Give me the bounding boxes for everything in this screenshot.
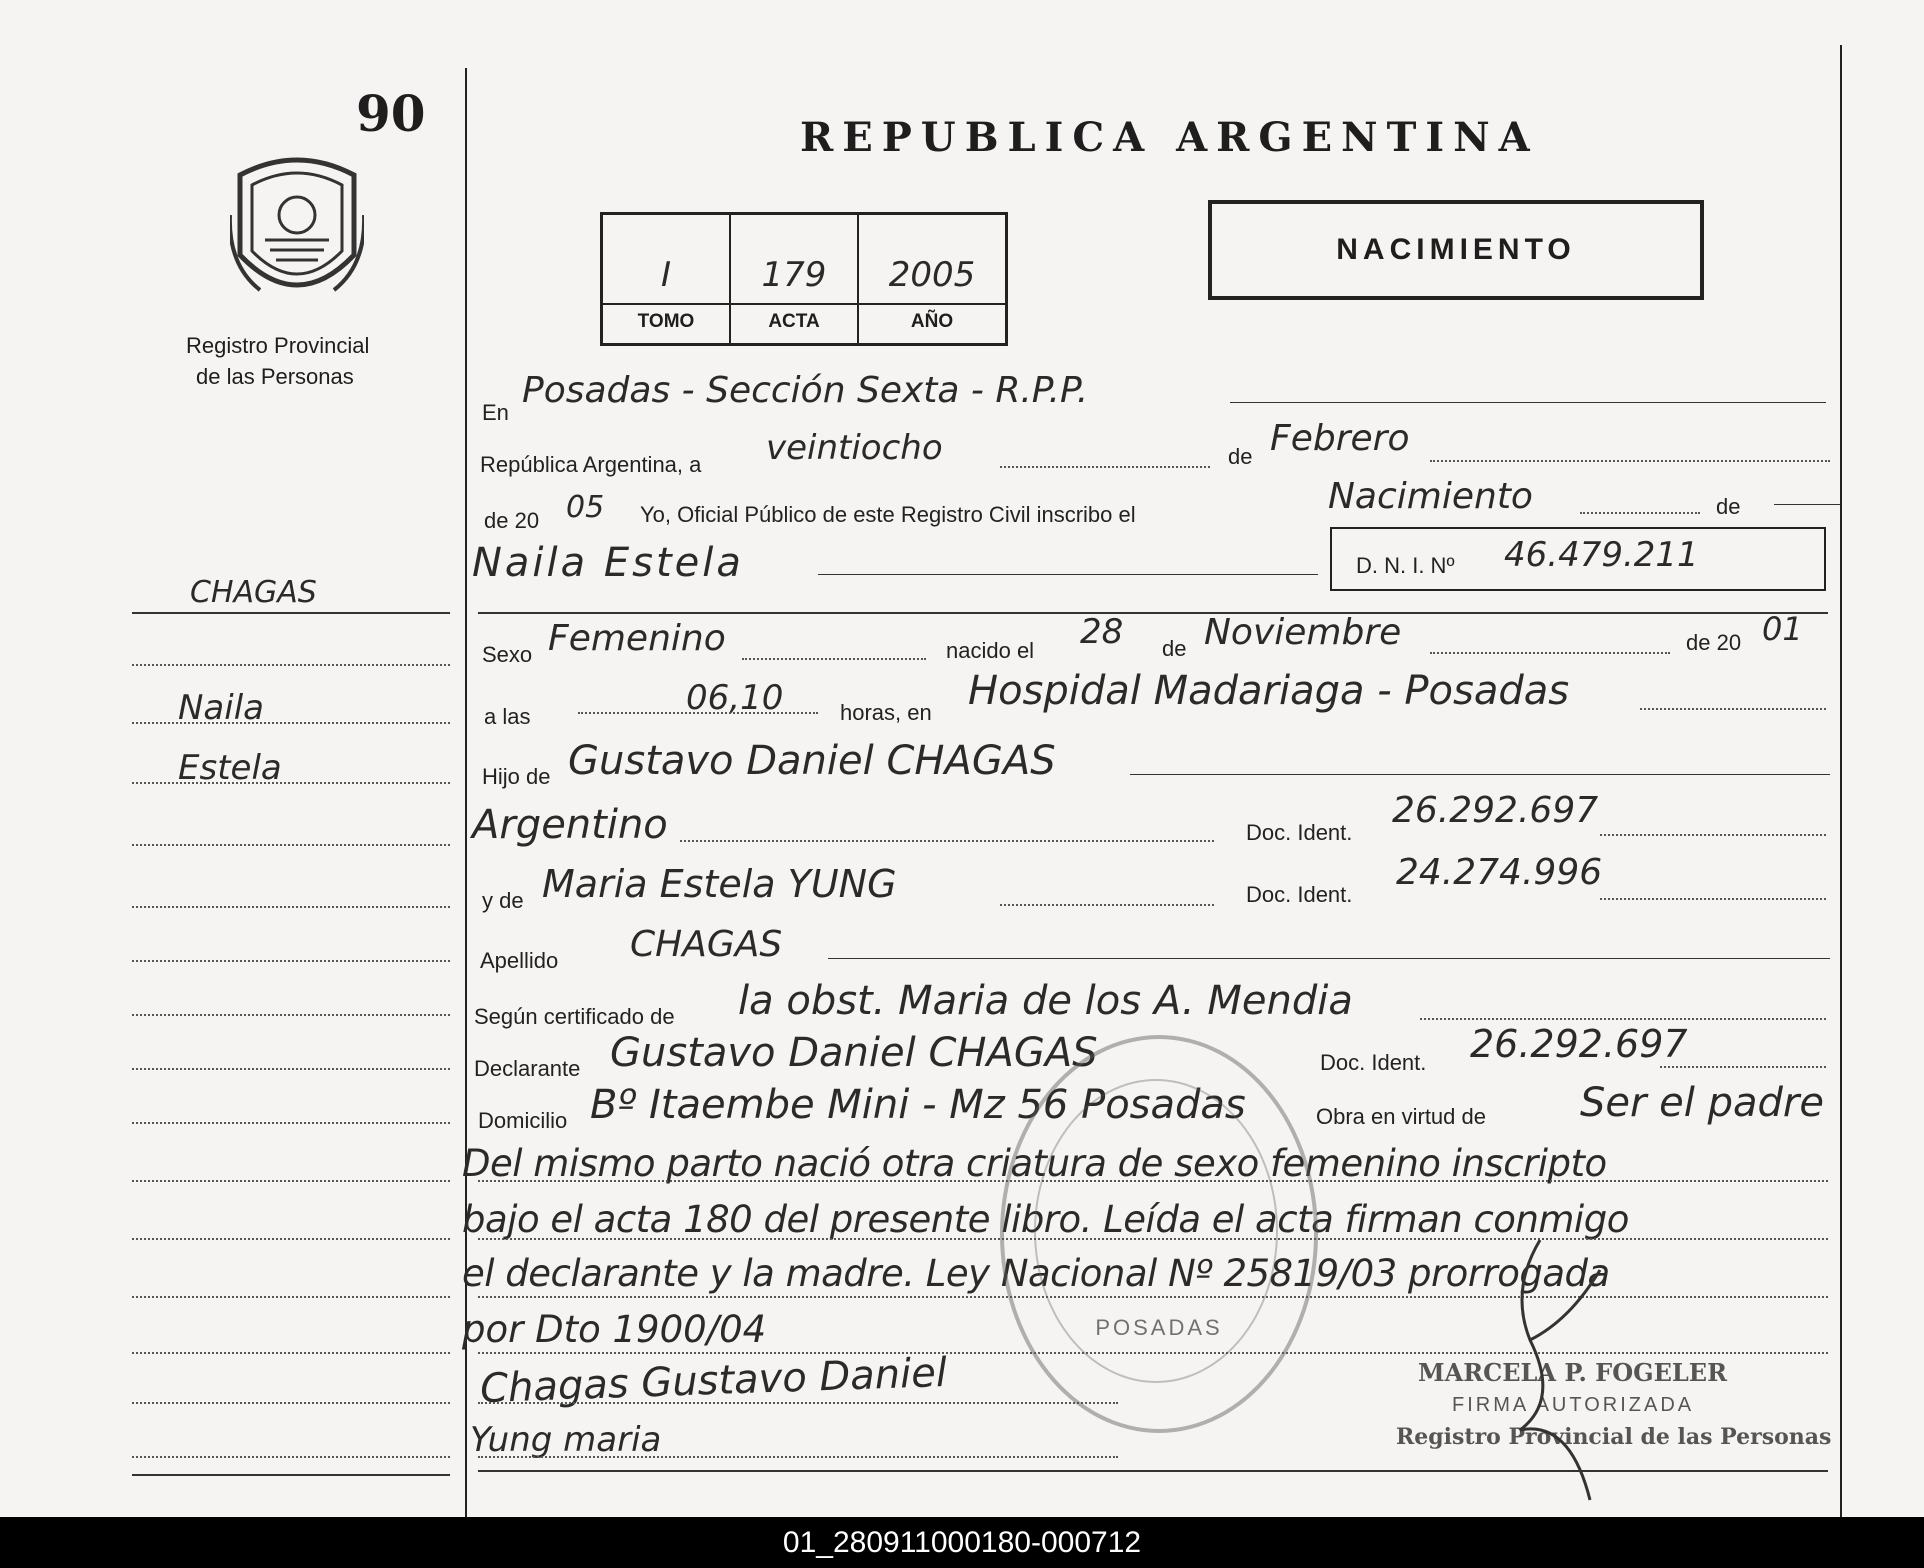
madre-doc-label: Doc. Ident. — [1246, 882, 1353, 907]
authorization-stamp-name: MARCELA P. FOGELER — [1418, 1358, 1728, 1387]
nombre-value: Naila Estela — [472, 540, 744, 586]
registry-name-line2: de las Personas — [196, 364, 354, 389]
domicilio-label: Domicilio — [478, 1108, 568, 1133]
observaciones-line3: el declarante y la madre. Ley Nacional Nº 25819/03 prorrogada — [462, 1252, 1610, 1295]
madre-value: Maria Estela YUNG — [542, 862, 897, 906]
provincial-coat-of-arms-icon — [230, 155, 364, 307]
lugar-line — [1640, 708, 1826, 710]
de-label: de — [1228, 444, 1253, 469]
mes-line — [1430, 460, 1830, 462]
padre-line — [1130, 774, 1830, 775]
padre-doc-label: Doc. Ident. — [1246, 820, 1353, 845]
acta-reference-box — [600, 212, 1008, 346]
mes-value: Febrero — [1270, 418, 1410, 459]
margin-dotted-rule — [132, 1068, 450, 1070]
dia-line — [1000, 466, 1210, 468]
nacido-label: nacido el — [946, 638, 1035, 663]
de-label-2: de — [1716, 494, 1741, 519]
country-title: REPUBLICA ARGENTINA — [800, 114, 1539, 161]
dia-value: veintiocho — [766, 428, 943, 468]
tomo-label: TOMO — [637, 311, 695, 332]
de20-label-2: de 20 — [1686, 630, 1742, 655]
sexo-line — [742, 658, 926, 660]
dni-box — [1330, 527, 1826, 591]
nac-anio-value: 01 — [1762, 610, 1803, 648]
margin-dotted-rule — [132, 1014, 450, 1016]
margin-dotted-rule — [132, 960, 450, 962]
segun-line — [1420, 1018, 1826, 1020]
footer-code: 01_280911000180-000712 — [0, 1517, 1924, 1568]
declarante-doc-label: Doc. Ident. — [1320, 1050, 1427, 1075]
margin-dotted-rule — [132, 844, 450, 846]
margin-bottom-rule — [132, 1474, 450, 1476]
margin-name2: Estela — [178, 748, 282, 788]
nac-mes-value: Noviembre — [1204, 612, 1402, 653]
dni-value: 46.479.211 — [1504, 535, 1699, 575]
padre-nac-line — [680, 840, 1214, 842]
padre-nacionalidad: Argentino — [472, 802, 668, 848]
tomo-cell — [603, 215, 731, 343]
acta-value: 179 — [761, 255, 827, 295]
declarante-label: Declarante — [474, 1056, 581, 1081]
margin-dotted-rule — [132, 1456, 450, 1458]
segun-value: la obst. Maria de los A. Mendia — [738, 978, 1353, 1024]
dni-label: D. N. I. Nº — [1356, 553, 1455, 578]
margin-name1: Naila — [178, 688, 264, 728]
horas-label: horas, en — [840, 700, 932, 725]
nac-mes-line — [1430, 652, 1670, 654]
observaciones-line1: Del mismo parto nació otra criatura de sexo femenino inscripto — [462, 1142, 1607, 1185]
en-label: En — [482, 400, 509, 425]
document-type-label: NACIMIENTO — [1336, 233, 1576, 266]
padre-doc-line — [1600, 834, 1826, 836]
declarante-value: Gustavo Daniel CHAGAS — [610, 1030, 1098, 1076]
obra-label: Obra en virtud de — [1316, 1104, 1486, 1129]
section-rule — [478, 612, 1828, 614]
registry-name-line1: Registro Provincial — [186, 333, 370, 358]
apellido-label: Apellido — [480, 948, 559, 973]
en-line — [1230, 402, 1826, 403]
right-page-border — [1840, 45, 1842, 1517]
nombre-line — [818, 574, 1318, 575]
margin-dotted-rule — [132, 1352, 450, 1354]
nac-dia-value: 28 — [1080, 612, 1124, 652]
yo-label: Yo, Oficial Público de este Registro Civil inscribo el — [640, 502, 1136, 527]
firma-madre: Yung maria — [470, 1420, 662, 1460]
declarante-doc-line — [1660, 1066, 1826, 1068]
official-seal — [1000, 1035, 1318, 1433]
authorization-stamp-title: FIRMA AUTORIZADA — [1452, 1394, 1695, 1416]
margin-surname: CHAGAS — [190, 575, 317, 610]
sexo-value: Femenino — [548, 618, 726, 659]
bottom-rule — [478, 1470, 1828, 1472]
hora-value: 06,10 — [686, 678, 784, 718]
sexo-label: Sexo — [482, 642, 533, 667]
hijo-label: Hijo de — [482, 764, 551, 789]
firma-dotted-rule — [478, 1402, 1118, 1404]
inscribo-value: Nacimiento — [1328, 476, 1533, 517]
margin-dotted-rule — [132, 782, 450, 784]
margin-dotted-rule — [132, 722, 450, 724]
official-signature — [1500, 1230, 1620, 1510]
firma-declarante: Chagas Gustavo Daniel — [479, 1349, 948, 1413]
document-type-box — [1208, 200, 1704, 300]
margin-dotted-rule — [132, 906, 450, 908]
inscribo-line — [1580, 512, 1700, 514]
observaciones-line4: por Dto 1900/04 — [462, 1308, 767, 1351]
padre-doc-value: 26.292.697 — [1392, 790, 1599, 831]
folio-number: 90 — [356, 84, 426, 143]
anio-inscripcion-value: 05 — [566, 490, 605, 525]
margin-rule-surname — [132, 612, 450, 614]
anio-label: AÑO — [910, 311, 954, 332]
seal-text: POSADAS — [1095, 1315, 1223, 1340]
apellido-value: CHAGAS — [630, 924, 783, 965]
anio-value: 2005 — [888, 255, 976, 295]
declarante-doc-value: 26.292.697 — [1470, 1022, 1688, 1066]
hora-line — [578, 712, 818, 714]
anio-cell — [859, 215, 1005, 343]
apellido-line — [828, 958, 1830, 959]
lugar-value: Hospidal Madariaga - Posadas — [968, 668, 1570, 714]
segun-label: Según certificado de — [474, 1004, 675, 1029]
madre-doc-value: 24.274.996 — [1396, 852, 1603, 893]
authorization-stamp-office: Registro Provincial de las Personas — [1396, 1424, 1832, 1450]
obra-value: Ser el padre — [1580, 1080, 1824, 1126]
margin-dotted-rule — [132, 1296, 450, 1298]
madre-doc-line — [1600, 898, 1826, 900]
tomo-value: I — [660, 255, 672, 295]
margin-dotted-rule — [132, 1402, 450, 1404]
de-label-3: de — [1162, 636, 1187, 661]
observaciones-line2: bajo el acta 180 del presente libro. Leída el acta firman conmigo — [462, 1198, 1629, 1241]
madre-line — [1000, 904, 1214, 906]
padre-value: Gustavo Daniel CHAGAS — [568, 738, 1056, 784]
margin-dotted-rule — [132, 1238, 450, 1240]
margin-dotted-rule — [132, 1122, 450, 1124]
republica-label: República Argentina, a — [480, 452, 702, 477]
de-line-2 — [1774, 504, 1840, 505]
alas-label: a las — [484, 704, 531, 729]
margin-dotted-rule — [132, 664, 450, 666]
en-value: Posadas - Sección Sexta - R.P.P. — [522, 370, 1089, 411]
domicilio-value: Bº Itaembe Mini - Mz 56 Posadas — [590, 1082, 1246, 1128]
margin-dotted-rule — [132, 1180, 450, 1182]
acta-label: ACTA — [768, 311, 820, 332]
left-column-divider — [465, 68, 467, 1517]
firma-dotted-rule — [478, 1456, 1118, 1458]
acta-cell — [731, 215, 859, 343]
de20-label: de 20 — [484, 508, 540, 533]
yde-label: y de — [482, 888, 524, 913]
